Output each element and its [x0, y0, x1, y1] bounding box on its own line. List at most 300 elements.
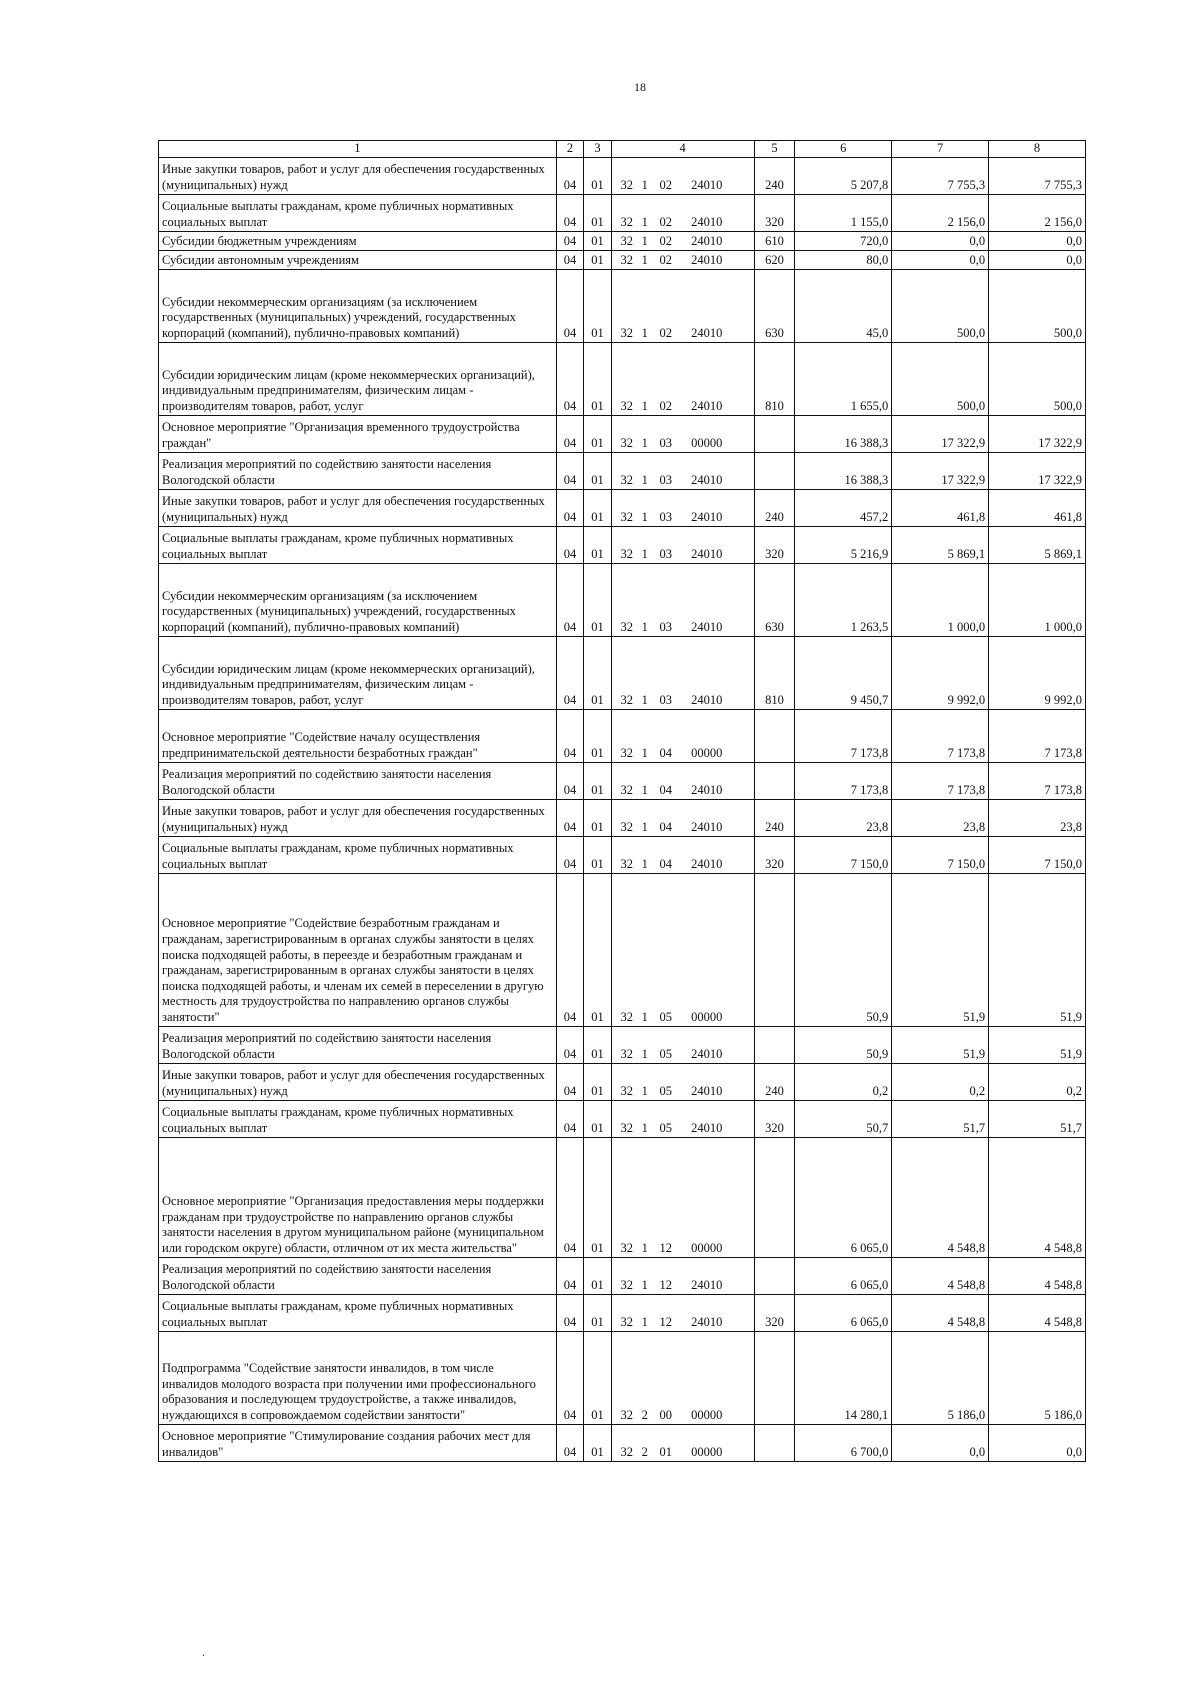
amount-col8: 51,9 [989, 873, 1086, 1026]
amount-col6: 80,0 [795, 250, 892, 269]
code-part: 1 [641, 234, 648, 248]
expense-type-code [754, 873, 795, 1026]
row-name: Социальные выплаты гражданам, кроме публичных нормативных социальных выплат [159, 526, 557, 563]
target-article-code [611, 1137, 754, 1257]
code-part: 24010 [691, 857, 723, 871]
code-part: 00000 [691, 1241, 723, 1255]
code-subsection: 01 [584, 269, 612, 342]
amount-col8: 2 156,0 [989, 194, 1086, 231]
amount-col6: 6 700,0 [795, 1424, 892, 1461]
row-name: Социальные выплаты гражданам, кроме публичных нормативных социальных выплат [159, 836, 557, 873]
code-part: 24010 [691, 1047, 723, 1061]
code-part: 24010 [691, 215, 723, 229]
code-section: 04 [556, 709, 584, 762]
amount-col7: 500,0 [892, 269, 989, 342]
target-article-code [611, 836, 754, 873]
code-part: 1 [641, 253, 648, 267]
code-part: 02 [659, 326, 673, 340]
expense-type-code [754, 1137, 795, 1257]
target-article-code [611, 415, 754, 452]
code-part: 24010 [691, 399, 723, 413]
column-header: 1 [159, 141, 557, 158]
page-number: 18 [634, 80, 646, 94]
table-row [159, 799, 1086, 836]
code-part: 12 [659, 1278, 673, 1292]
amount-col7: 7 150,0 [892, 836, 989, 873]
amount-col6: 14 280,1 [795, 1331, 892, 1424]
code-part: 03 [659, 547, 673, 561]
code-part: 32 [620, 1445, 634, 1459]
code-part: 32 [620, 547, 634, 561]
amount-col6: 9 450,7 [795, 636, 892, 709]
code-section: 04 [556, 342, 584, 415]
amount-col7: 0,0 [892, 250, 989, 269]
table-row [159, 563, 1086, 636]
code-part: 1 [641, 510, 648, 524]
target-article-code [611, 1424, 754, 1461]
code-section: 04 [556, 1063, 584, 1100]
code-part: 32 [620, 1408, 634, 1422]
amount-col7: 23,8 [892, 799, 989, 836]
target-article-code [611, 873, 754, 1026]
row-name: Основное мероприятие "Содействие безработным гражданам и гражданам, зарегистрированным в органах службы занятости в целях поиска подходящей работы, в переезде и безработным гражданам и гражданам, зарегистрированным в органах службы занятости в целях поиска подходящей работы, и членам их семей в переселении в другую местность для трудоустройства по направлению органов службы занятости" [159, 873, 557, 1026]
code-part: 1 [641, 1121, 648, 1135]
code-part: 05 [659, 1010, 673, 1024]
row-name: Социальные выплаты гражданам, кроме публичных нормативных социальных выплат [159, 1100, 557, 1137]
target-article-code [611, 489, 754, 526]
amount-col7: 0,0 [892, 1424, 989, 1461]
code-part: 32 [620, 436, 634, 450]
code-part: 04 [659, 783, 673, 797]
code-subsection: 01 [584, 1331, 612, 1424]
row-name: Субсидии некоммерческим организациям (за исключением государственных (муниципальных) учреждений, государственных корпораций (компаний), публично-правовых компаний) [159, 563, 557, 636]
code-section: 04 [556, 489, 584, 526]
amount-col7: 51,7 [892, 1100, 989, 1137]
code-subsection: 01 [584, 489, 612, 526]
code-part: 32 [620, 620, 634, 634]
code-section: 04 [556, 799, 584, 836]
target-article-code [611, 1100, 754, 1137]
code-part: 1 [641, 215, 648, 229]
target-article-code [611, 636, 754, 709]
amount-col6: 1 655,0 [795, 342, 892, 415]
row-name: Социальные выплаты гражданам, кроме публичных нормативных социальных выплат [159, 194, 557, 231]
amount-col8: 461,8 [989, 489, 1086, 526]
target-article-code [611, 799, 754, 836]
amount-col8: 1 000,0 [989, 563, 1086, 636]
amount-col8: 7 150,0 [989, 836, 1086, 873]
amount-col7: 0,0 [892, 231, 989, 250]
row-name: Основное мероприятие "Стимулирование создания рабочих мест для инвалидов" [159, 1424, 557, 1461]
code-section: 04 [556, 415, 584, 452]
code-part: 1 [641, 178, 648, 192]
amount-col7: 7 173,8 [892, 762, 989, 799]
column-header: 7 [892, 141, 989, 158]
code-part: 1 [641, 1241, 648, 1255]
budget-table [158, 140, 1086, 1462]
table-row [159, 269, 1086, 342]
code-part: 24010 [691, 253, 723, 267]
code-part: 04 [659, 746, 673, 760]
table-row [159, 231, 1086, 250]
code-section: 04 [556, 452, 584, 489]
expense-type-code: 320 [754, 1100, 795, 1137]
code-section: 04 [556, 1294, 584, 1331]
table-row [159, 157, 1086, 194]
code-part: 03 [659, 473, 673, 487]
row-name: Субсидии некоммерческим организациям (за исключением государственных (муниципальных) учреждений, государственных корпораций (компаний), публично-правовых компаний) [159, 269, 557, 342]
expense-type-code: 240 [754, 489, 795, 526]
amount-col8: 23,8 [989, 799, 1086, 836]
expense-type-code: 630 [754, 269, 795, 342]
amount-col6: 50,7 [795, 1100, 892, 1137]
table-row [159, 1026, 1086, 1063]
code-part: 32 [620, 746, 634, 760]
table-row [159, 1424, 1086, 1461]
code-part: 03 [659, 620, 673, 634]
expense-type-code: 610 [754, 231, 795, 250]
code-part: 04 [659, 820, 673, 834]
expense-type-code: 810 [754, 342, 795, 415]
code-part: 1 [641, 1084, 648, 1098]
table-row [159, 1063, 1086, 1100]
column-header: 3 [584, 141, 612, 158]
code-subsection: 01 [584, 762, 612, 799]
amount-col6: 23,8 [795, 799, 892, 836]
code-part: 1 [641, 399, 648, 413]
table-row [159, 1100, 1086, 1137]
target-article-code [611, 452, 754, 489]
amount-col8: 51,9 [989, 1026, 1086, 1063]
row-name: Подпрограмма "Содействие занятости инвалидов, в том числе инвалидов молодого возраста при получении ими профессионального образования и последующем трудоустройстве, а также инвалидов, нуждающихся в сопровождаемом содействии занятости" [159, 1331, 557, 1424]
code-subsection: 01 [584, 709, 612, 762]
column-header: 8 [989, 141, 1086, 158]
amount-col7: 7 173,8 [892, 709, 989, 762]
column-header: 4 [611, 141, 754, 158]
code-section: 04 [556, 762, 584, 799]
code-section: 04 [556, 836, 584, 873]
code-part: 1 [641, 746, 648, 760]
code-subsection: 01 [584, 1100, 612, 1137]
code-part: 24010 [691, 620, 723, 634]
expense-type-code: 320 [754, 1294, 795, 1331]
amount-col6: 45,0 [795, 269, 892, 342]
target-article-code [611, 526, 754, 563]
amount-col7: 4 548,8 [892, 1137, 989, 1257]
code-part: 32 [620, 326, 634, 340]
code-part: 1 [641, 693, 648, 707]
code-subsection: 01 [584, 873, 612, 1026]
code-part: 32 [620, 1047, 634, 1061]
table-row [159, 452, 1086, 489]
expense-type-code: 620 [754, 250, 795, 269]
table-row [159, 1137, 1086, 1257]
column-header: 5 [754, 141, 795, 158]
expense-type-code: 240 [754, 1063, 795, 1100]
amount-col8: 500,0 [989, 342, 1086, 415]
code-subsection: 01 [584, 452, 612, 489]
amount-col7: 461,8 [892, 489, 989, 526]
expense-type-code: 240 [754, 799, 795, 836]
code-part: 02 [659, 178, 673, 192]
amount-col7: 9 992,0 [892, 636, 989, 709]
code-section: 04 [556, 269, 584, 342]
code-part: 32 [620, 473, 634, 487]
row-name: Субсидии бюджетным учреждениям [159, 231, 557, 250]
amount-col8: 4 548,8 [989, 1257, 1086, 1294]
code-part: 1 [641, 820, 648, 834]
row-name: Реализация мероприятий по содействию занятости населения Вологодской области [159, 762, 557, 799]
code-part: 00000 [691, 1010, 723, 1024]
row-name: Социальные выплаты гражданам, кроме публичных нормативных социальных выплат [159, 1294, 557, 1331]
expense-type-code [754, 1026, 795, 1063]
code-subsection: 01 [584, 563, 612, 636]
code-part: 24010 [691, 1315, 723, 1329]
code-part: 32 [620, 510, 634, 524]
amount-col8: 4 548,8 [989, 1137, 1086, 1257]
expense-type-code: 320 [754, 194, 795, 231]
code-part: 32 [620, 1121, 634, 1135]
code-subsection: 01 [584, 1257, 612, 1294]
code-subsection: 01 [584, 342, 612, 415]
code-part: 00000 [691, 746, 723, 760]
amount-col6: 6 065,0 [795, 1137, 892, 1257]
expense-type-code [754, 762, 795, 799]
code-part: 32 [620, 253, 634, 267]
code-part: 24010 [691, 178, 723, 192]
code-part: 02 [659, 215, 673, 229]
code-section: 04 [556, 157, 584, 194]
amount-col7: 17 322,9 [892, 415, 989, 452]
expense-type-code [754, 1424, 795, 1461]
target-article-code [611, 231, 754, 250]
code-subsection: 01 [584, 157, 612, 194]
amount-col7: 51,9 [892, 873, 989, 1026]
amount-col7: 500,0 [892, 342, 989, 415]
code-part: 32 [620, 1084, 634, 1098]
target-article-code [611, 1026, 754, 1063]
code-section: 04 [556, 1331, 584, 1424]
amount-col7: 4 548,8 [892, 1257, 989, 1294]
code-part: 24010 [691, 820, 723, 834]
table-row [159, 250, 1086, 269]
code-section: 04 [556, 636, 584, 709]
code-part: 32 [620, 215, 634, 229]
code-part: 00 [659, 1408, 673, 1422]
code-subsection: 01 [584, 231, 612, 250]
expense-type-code: 630 [754, 563, 795, 636]
code-part: 32 [620, 1278, 634, 1292]
code-part: 12 [659, 1241, 673, 1255]
code-subsection: 01 [584, 799, 612, 836]
code-subsection: 01 [584, 526, 612, 563]
amount-col6: 457,2 [795, 489, 892, 526]
amount-col6: 6 065,0 [795, 1257, 892, 1294]
row-name: Основное мероприятие "Организация предоставления меры поддержки гражданам при трудоустройстве по направлению органов службы занятости населения в другом муниципальном районе (муниципальном или городском округе) области, отличном от их места жительства" [159, 1137, 557, 1257]
code-subsection: 01 [584, 1294, 612, 1331]
code-part: 32 [620, 1241, 634, 1255]
table-row [159, 1257, 1086, 1294]
table-row [159, 526, 1086, 563]
amount-col7: 17 322,9 [892, 452, 989, 489]
column-header: 6 [795, 141, 892, 158]
amount-col7: 2 156,0 [892, 194, 989, 231]
code-part: 1 [641, 473, 648, 487]
amount-col6: 7 150,0 [795, 836, 892, 873]
amount-col6: 1 155,0 [795, 194, 892, 231]
code-subsection: 01 [584, 636, 612, 709]
amount-col6: 7 173,8 [795, 709, 892, 762]
code-part: 03 [659, 693, 673, 707]
code-part: 32 [620, 234, 634, 248]
code-part: 32 [620, 783, 634, 797]
table-row [159, 415, 1086, 452]
code-part: 03 [659, 436, 673, 450]
code-part: 24010 [691, 783, 723, 797]
row-name: Основное мероприятие "Содействие началу осуществления предпринимательской деятельности безработных граждан" [159, 709, 557, 762]
target-article-code [611, 1331, 754, 1424]
header-row [159, 141, 1086, 158]
target-article-code [611, 157, 754, 194]
table-row [159, 709, 1086, 762]
amount-col6: 0,2 [795, 1063, 892, 1100]
code-part: 24010 [691, 1278, 723, 1292]
code-section: 04 [556, 1100, 584, 1137]
expense-type-code [754, 1331, 795, 1424]
row-name: Иные закупки товаров, работ и услуг для обеспечения государственных (муниципальных) нужд [159, 1063, 557, 1100]
code-part: 00000 [691, 1445, 723, 1459]
code-part: 1 [641, 1010, 648, 1024]
expense-type-code [754, 709, 795, 762]
row-name: Реализация мероприятий по содействию занятости населения Вологодской области [159, 1026, 557, 1063]
code-part: 2 [641, 1408, 648, 1422]
code-part: 1 [641, 547, 648, 561]
code-section: 04 [556, 1424, 584, 1461]
amount-col7: 1 000,0 [892, 563, 989, 636]
code-part: 05 [659, 1121, 673, 1135]
amount-col6: 5 207,8 [795, 157, 892, 194]
code-part: 00000 [691, 436, 723, 450]
amount-col7: 5 186,0 [892, 1331, 989, 1424]
target-article-code [611, 269, 754, 342]
code-part: 2 [641, 1445, 648, 1459]
code-part: 32 [620, 693, 634, 707]
code-subsection: 01 [584, 1137, 612, 1257]
amount-col8: 0,0 [989, 250, 1086, 269]
target-article-code [611, 250, 754, 269]
table-row [159, 489, 1086, 526]
code-subsection: 01 [584, 1026, 612, 1063]
table-row [159, 762, 1086, 799]
code-part: 24010 [691, 234, 723, 248]
code-part: 32 [620, 399, 634, 413]
target-article-code [611, 342, 754, 415]
row-name: Основное мероприятие "Организация временного трудоустройства граждан" [159, 415, 557, 452]
amount-col7: 7 755,3 [892, 157, 989, 194]
table-row [159, 194, 1086, 231]
column-header: 2 [556, 141, 584, 158]
amount-col6: 16 388,3 [795, 415, 892, 452]
code-part: 1 [641, 1315, 648, 1329]
row-name: Иные закупки товаров, работ и услуг для обеспечения государственных (муниципальных) нужд [159, 157, 557, 194]
amount-col7: 51,9 [892, 1026, 989, 1063]
code-part: 32 [620, 178, 634, 192]
code-subsection: 01 [584, 250, 612, 269]
expense-type-code [754, 1257, 795, 1294]
target-article-code [611, 1294, 754, 1331]
table-row [159, 1331, 1086, 1424]
code-part: 24010 [691, 326, 723, 340]
table-row [159, 836, 1086, 873]
expense-type-code: 320 [754, 526, 795, 563]
amount-col7: 4 548,8 [892, 1294, 989, 1331]
code-part: 32 [620, 1010, 634, 1024]
code-part: 24010 [691, 1121, 723, 1135]
code-part: 1 [641, 857, 648, 871]
amount-col6: 5 216,9 [795, 526, 892, 563]
code-section: 04 [556, 194, 584, 231]
code-part: 04 [659, 857, 673, 871]
target-article-code [611, 1063, 754, 1100]
amount-col6: 50,9 [795, 873, 892, 1026]
amount-col8: 7 173,8 [989, 762, 1086, 799]
row-name: Субсидии автономным учреждениям [159, 250, 557, 269]
code-part: 1 [641, 783, 648, 797]
amount-col6: 1 263,5 [795, 563, 892, 636]
code-part: 1 [641, 620, 648, 634]
target-article-code [611, 1257, 754, 1294]
code-part: 1 [641, 436, 648, 450]
code-section: 04 [556, 563, 584, 636]
expense-type-code: 320 [754, 836, 795, 873]
amount-col8: 500,0 [989, 269, 1086, 342]
row-name: Субсидии юридическим лицам (кроме некоммерческих организаций), индивидуальным предпринимателям, физическим лицам - производителям товаров, работ, услуг [159, 342, 557, 415]
code-part: 03 [659, 510, 673, 524]
code-subsection: 01 [584, 415, 612, 452]
amount-col8: 51,7 [989, 1100, 1086, 1137]
amount-col6: 50,9 [795, 1026, 892, 1063]
code-part: 12 [659, 1315, 673, 1329]
amount-col8: 0,0 [989, 1424, 1086, 1461]
code-part: 24010 [691, 510, 723, 524]
code-part: 24010 [691, 473, 723, 487]
code-subsection: 01 [584, 194, 612, 231]
code-section: 04 [556, 231, 584, 250]
code-part: 24010 [691, 693, 723, 707]
amount-col8: 0,2 [989, 1063, 1086, 1100]
expense-type-code: 240 [754, 157, 795, 194]
row-name: Иные закупки товаров, работ и услуг для обеспечения государственных (муниципальных) нужд [159, 489, 557, 526]
code-part: 32 [620, 1315, 634, 1329]
amount-col8: 17 322,9 [989, 415, 1086, 452]
table-row [159, 636, 1086, 709]
amount-col8: 0,0 [989, 231, 1086, 250]
code-part: 02 [659, 234, 673, 248]
code-part: 02 [659, 253, 673, 267]
row-name: Иные закупки товаров, работ и услуг для обеспечения государственных (муниципальных) нужд [159, 799, 557, 836]
amount-col6: 6 065,0 [795, 1294, 892, 1331]
row-name: Реализация мероприятий по содействию занятости населения Вологодской области [159, 452, 557, 489]
scan-dot: . [202, 1645, 205, 1659]
code-subsection: 01 [584, 1063, 612, 1100]
expense-type-code [754, 415, 795, 452]
code-part: 01 [659, 1445, 673, 1459]
amount-col8: 4 548,8 [989, 1294, 1086, 1331]
code-part: 02 [659, 399, 673, 413]
amount-col7: 0,2 [892, 1063, 989, 1100]
row-name: Реализация мероприятий по содействию занятости населения Вологодской области [159, 1257, 557, 1294]
code-part: 05 [659, 1047, 673, 1061]
